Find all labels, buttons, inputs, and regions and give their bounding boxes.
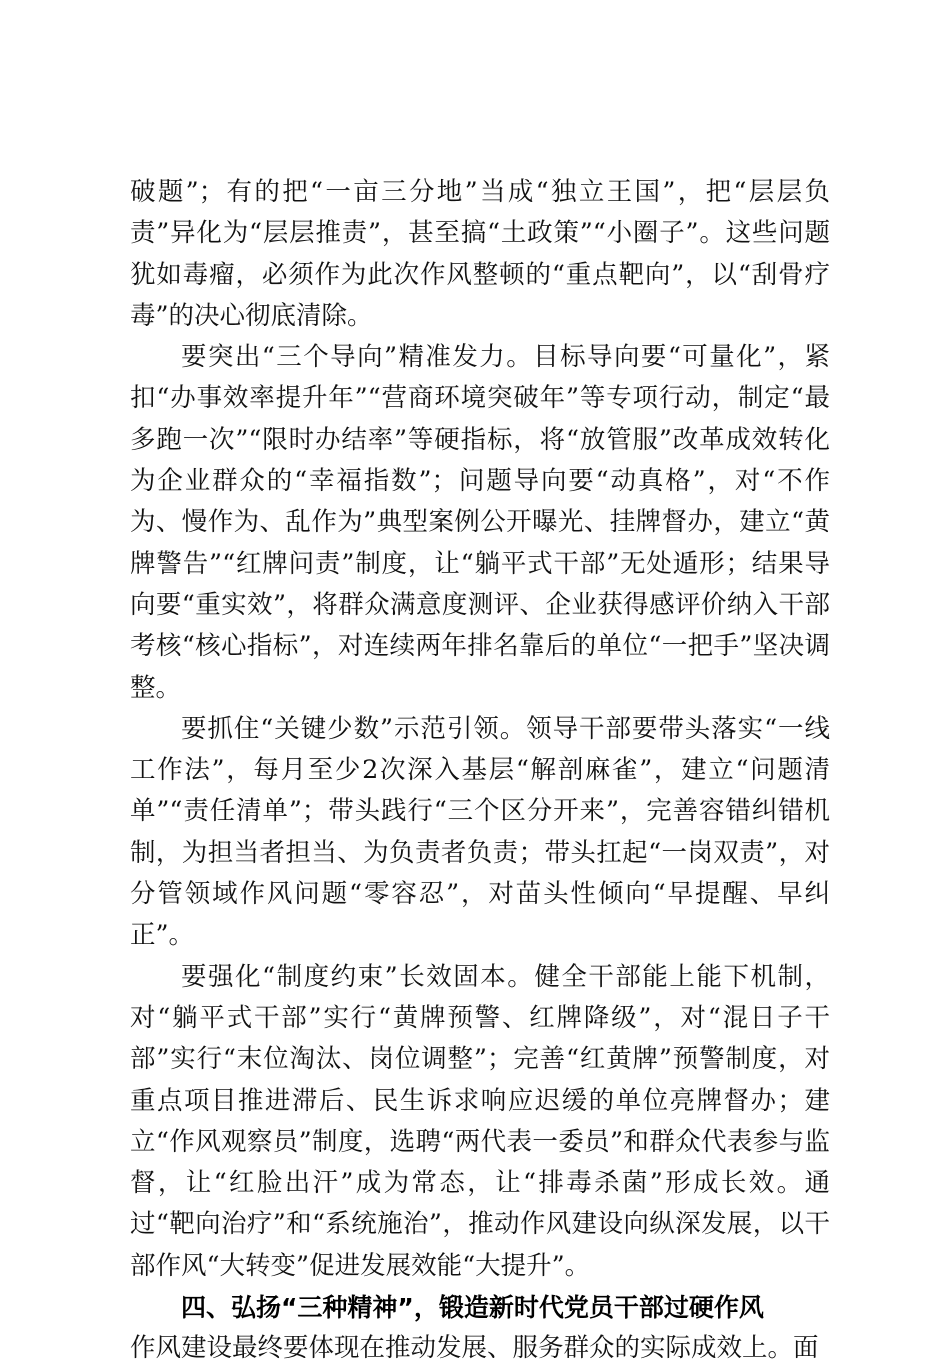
paragraph-three-orientations: 要突出“三个导向”精准发力。目标导向要“可量化”，紧扣“办事效率提升年”“营商环境突破年”等专项行动，制定“最多跑一次”“限时办结率”等硬指标，将“放管服”改革成效转化为企业群众的“幸福指数”；问题导向要“动真格”，对“不作为、慢作为、乱作为”典型案例公开曝光、挂牌督办，建立“黄牌警告”“红牌问责”制度，让“躺平式干部”无处遁形；结果导向要“重实效”，将群众满意度测评、企业获得感评价纳入干部考核“核心指标”，对连续两年排名靠后的单位“一把手”坚决调整。: [130, 342, 830, 703]
paragraph-institutional-constraints: 要强化“制度约束”长效固本。健全干部能上能下机制，对“躺平式干部”实行“黄牌预警、红牌降级”，对“混日子干部”实行“末位淘汰、岗位调整”；完善“红黄牌”预警制度，对重点项目推进滞后、民生诉求响应迟缓的单位亮牌督办；建立“作风观察员”制度，选聘“两代表一委员”和群众代表参与监督，让“红脸出汗”成为常态，让“排毒杀菌”形成长效。通过“靶向治疗”和“系统施治”，推动作风建设向纵深发展，以干部作风“大转变”促进发展效能“大提升”。: [130, 961, 830, 1281]
paragraph-key-minority: 要抓住“关键少数”示范引领。领导干部要带头落实“一线工作法”，每月至少2次深入基层“解剖麻雀”，建立“问题清单”“责任清单”；带头践行“三个区分开来”，完善容错纠错机制，为担当者担当、为负责者负责；带头扛起“一岗双责”，对分管领域作风问题“零容忍”，对苗头性倾向“早提醒、早纠正”。: [130, 713, 830, 951]
paragraph-continued: 破题”；有的把“一亩三分地”当成“独立王国”，把“层层负责”异化为“层层推责”，甚至搞“土政策”“小圈子”。这些问题犹如毒瘤，必须作为此次作风整顿的“重点靶向”，以“刮骨疗毒”的决心彻底清除。: [130, 177, 830, 331]
section-heading: 四、弘扬“三种精神”，锻造新时代党员干部过硬作风: [181, 1293, 764, 1323]
document-body: [130, 172, 830, 1370]
paragraph-section-start: 作风建设最终要体现在推动发展、服务群众的实际成效上。面: [130, 1333, 819, 1364]
